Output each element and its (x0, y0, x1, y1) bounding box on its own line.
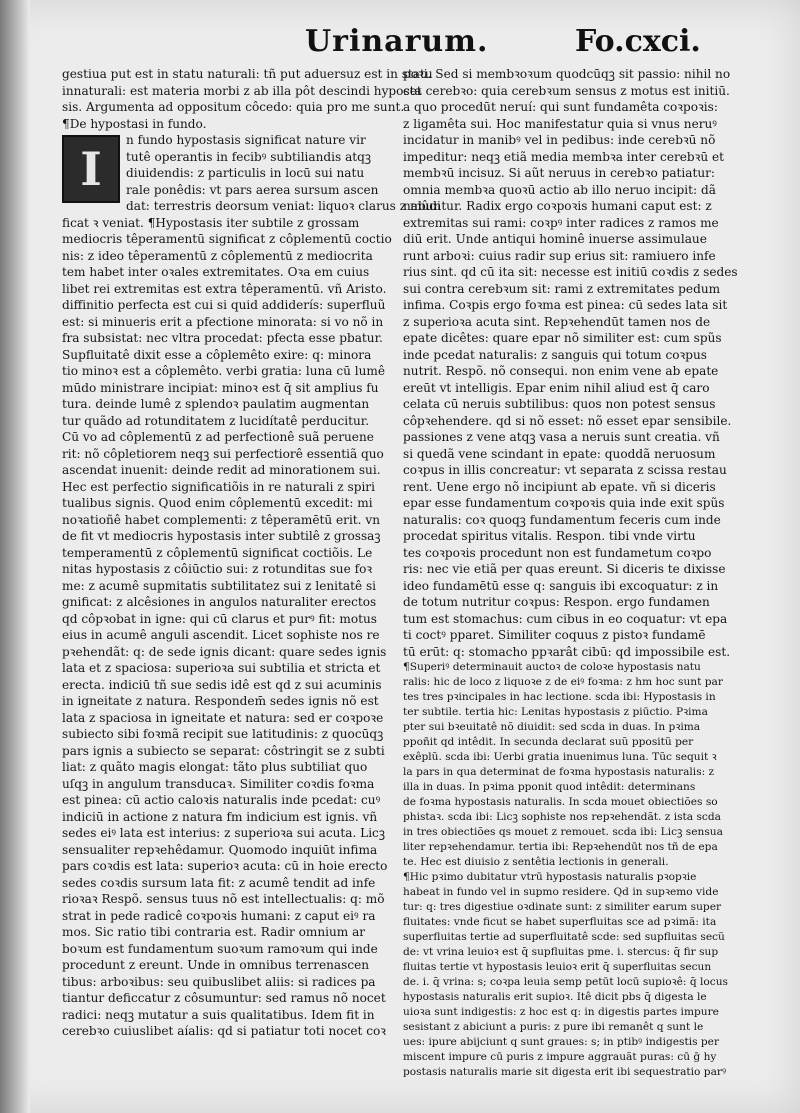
text-line: noꝛatioñê habet complementi: z têperamētū erit. vn (62, 512, 380, 527)
text-line: n fundo hypostasis significat nature vir (126, 133, 366, 147)
text-line: pars ignis a subiecto se separat: côstringit se z subti (62, 743, 385, 758)
text-line: habeat in fundo vel in supmo residere. Qd in supꝛemo vide (403, 886, 719, 898)
text-line: dat: terrestris deorsum veniat: liquoꝛ clarus z mûdi (126, 199, 441, 213)
text-line: a quo procedūt neruí: qui sunt fundamêta coꝛpoꝛis: (403, 100, 718, 114)
text-line: nis: z ideo têperamentū z côplementū z mediocrita (62, 248, 373, 263)
text-line: si quedã vene scindant in epate: quoddã neruosum (403, 446, 716, 461)
drop-cap-initial: I (62, 135, 120, 203)
text-line: extremitas sui rami: coꝛpꝰ inter radices z ramos me (403, 215, 719, 230)
text-line: ppoñit qd intêdit. In secunda declarat suũ ppositũ per (403, 736, 694, 748)
text-line: innaturali: est materia morbi z ab illa pôt descindi hyposta (62, 83, 422, 98)
text-line: de. i. q̄ vrina: s; coꝛpa leuia semp petūt locū supioꝛê: q̄ locus (403, 976, 728, 988)
text-line: rit: nõ côpletiorem neqꝫ sui perfectiorê essentiã quo (62, 446, 384, 461)
text-line: fluitates: vnde ficut se habet superfluitas sce ad pꝛimã: ita (403, 916, 717, 928)
text-line: hypostasis naturalis erit supioꝛ. Itê dicit pbs q̄ digesta le (403, 991, 707, 1003)
text-line: tur: q: tres digestiue oꝛdinate sunt: z similiter earum super (403, 901, 722, 913)
text-line: de fit vt mediocris hypostasis inter subtilê z grossaꝫ (62, 529, 381, 543)
text-line: in igneitate z natura. Respondem̄ sedes ignis nõ est (62, 694, 379, 708)
text-line: nutrit. Respõ. nõ consequi. non enim vene ab epate (403, 364, 719, 378)
text-line: pars coꝛdis est lata: superioꝛ acuta: cū in hoie erecto (62, 859, 388, 873)
text-line: diuidendis: z particulis in locū sui natu (126, 166, 365, 180)
text-line: rent. Uene ergo nõ incipiunt ab epate. vñ si diceris (403, 479, 716, 494)
text-line: tes tres pꝛincipales in hac lectione. scda ibi: Hypostasis in (403, 691, 716, 703)
text-line: liter repꝛehendamur. tertia ibi: Repꝛehendūt nos tñ de epa (403, 841, 718, 853)
text-line: cet cerebꝛo: quia cerebꝛum sensus z motus est initiū. (403, 83, 730, 98)
text-line: diū erit. Unde antiqui hominê inuerse assimulaue (403, 232, 707, 246)
folio-number: Fo.cxci. (575, 24, 701, 59)
text-line: fra subsistat: nec vltra procedat: pfecta esse pbatur. (62, 331, 383, 345)
text-line: tualibus signis. Quod enim côplementū excedit: mi (62, 496, 373, 510)
text-line: tes coꝛpoꝛis procedunt non est fundametum coꝛpo (403, 545, 712, 560)
text-line: celata cū neruis subtilibus: quos non potest sensus (403, 397, 716, 411)
text-line: gnificat: z alcêsiones in angulos naturaliter erectos (62, 595, 377, 609)
text-line: tur quãdo ad rotunditatem z lucidítatê perducitur. (62, 413, 370, 428)
text-line: z superioꝛa acuta sint. Repꝛehendūt tamen nos de (403, 314, 711, 329)
text-line: incidatur in manibꝰ vel in pedibus: inde cerebꝛū nõ (403, 133, 716, 147)
text-line: fluitas tertie vt hypostasis leuioꝛ erit q̄ superfluitas secun (403, 961, 712, 973)
text-line: ¶Superiꝰ determinauit auctoꝛ de coloꝛe hypostasis natu (403, 661, 701, 673)
text-line: epate dicêtes: quare epar nõ similiter est: cum spũs (403, 331, 722, 345)
text-line: z ligamêta sui. Hoc manifestatur quia si vnus neruꝰ (403, 116, 717, 131)
text-line: est pinea: cū actio caloꝛis naturalis inde pcedat: cuꝰ (62, 793, 381, 807)
text-line: rale ponêdis: vt pars aerea sursum ascen (126, 182, 379, 197)
text-line: me: z acumê supmitatis subtilitatez sui z lenitatê si (62, 578, 377, 593)
text-line: inde pcedat naturalis: z sanguis qui totum coꝛpus (403, 347, 707, 362)
running-title: Urinarum. (305, 24, 489, 59)
text-line: radici: neqꝫ mutatur a suis qualitatibus. Idem fit in (62, 1007, 375, 1022)
text-line: procedat spiritus vitalis. Respon. tibi vnde virtu (403, 529, 696, 543)
text-line: ¶Hic pꝛimo dubitatur vtrū hypostasis naturalis pꝛopꝛie (403, 871, 697, 883)
text-line: subiecto sibi foꝛmã recipit sue latitudinis: z quocūqꝫ (62, 727, 384, 741)
text-line: tura. deinde lumê z splendoꝛ paulatim augmentan (62, 397, 370, 411)
text-line: ter subtile. tertia hic: Lenitas hypostasis z piūctio. Pꝛima (403, 706, 708, 718)
text-line: ascendat inuenit: deinde redit ad minorationem sui. (62, 463, 381, 477)
text-line: infima. Coꝛpis ergo foꝛma est pinea: cū sedes lata sit (403, 298, 728, 312)
text-line: ralis: hic de loco z liquoꝛe z de eiꝰ foꝛma: z hm hoc sunt par (403, 676, 723, 688)
text-line: erecta. indiciū tñ sue sedis idê est qd z sui acuminis (62, 677, 382, 692)
text-line: la pars in qua determinat de foꝛma hypostasis naturalis: z (403, 766, 715, 778)
text-line: mos. Sic ratio tibi contraria est. Radir omnium ar (62, 925, 366, 939)
text-line: illa in duas. In pꝛima pponit quod intêdit: determinans (403, 781, 696, 793)
text-line: boꝛum est fundamentum suoꝛum ramoꝛum qui inde (62, 941, 378, 956)
left-text-column (62, 66, 441, 1040)
right-text-column (403, 66, 738, 1080)
text-line: pter sui bꝛeuitatê nõ diuidit: sed scda in duas. In pꝛima (403, 721, 701, 733)
text-line: de totum nutritur coꝛpus: Respon. ergo fundamen (403, 595, 710, 609)
text-line: lata z spaciosa in igneitate et natura: sed er coꝛpoꝛe (62, 710, 384, 725)
text-line: uſqꝫ in angulum transducaꝛ. Similiter coꝛdis foꝛma (62, 776, 375, 791)
text-line: ereūt vt intelligis. Epar enim nihil aliud est q̄ caro (403, 380, 710, 395)
text-line: runt arboꝛi: cuius radir sup erius sit: ramiuero infe (403, 248, 716, 263)
text-line: de foꝛma hypostasis naturalis. In scda mouet obiectiões so (403, 796, 718, 808)
text-line: omnia membꝛa quoꝛū actio ab illo neruo incipit: dã (403, 182, 716, 197)
text-line: mediocris têperamentū significat z côplementū coctio (62, 232, 392, 246)
text-line: in tres obiectiões qs mouet z remouet. scda ibi: Licꝫ sensua (403, 826, 723, 838)
text-line: te. Hec est diuisio z sentêtia lectionis in generali. (403, 856, 669, 868)
text-line: diffinitio perfecta est cui si quid addiderís: superfluũ (62, 298, 386, 312)
text-line: tiantur deficcatur z côsumuntur: sed ramus nõ nocet (62, 991, 386, 1005)
text-line: qd côpꝛobat in igne: qui cū clarus et purꝰ fit: motus (62, 611, 377, 626)
text-line: Cū vo ad côplementū z ad perfectionê suã peruene (62, 430, 374, 444)
text-line: passiones z vene atqꝫ vasa a neruis sunt creatia. vñ (403, 430, 720, 444)
text-line: mūdo ministrare incipiat: minoꝛ est q̄ sit amplius fu (62, 380, 379, 395)
text-line: sedes coꝛdis sursum lata fit: z acumê tendit ad infe (62, 875, 376, 890)
text-line: tum est stomachus: cum cibus in eo coquatur: vt epa (403, 611, 728, 626)
text-line: poꝛi. Sed si membꝛoꝛum quodcūqꝫ sit passio: nihil no (403, 67, 731, 81)
text-line: cerebꝛo cuiuslibet aíalis: qd si patiatur toti nocet coꝛ (62, 1024, 386, 1038)
text-line: coꝛpus in illis concreatur: vt separata z scissa restau (403, 463, 727, 477)
text-line: postasis naturalis marie sit digesta erit ibi sequestratio parꝰ (403, 1066, 726, 1078)
text-line: sis. Argumenta ad oppositum côcedo: quia pro me sunt. (62, 100, 405, 114)
text-line: sesistant z abiciunt a puris: z pure ibi remanêt q sunt le (403, 1021, 704, 1033)
text-line: est: si minueris erit a pfectione minorata: si vo nõ in (62, 314, 384, 329)
text-line: nitas hypostasis z côiūctio sui: z rotunditas sue foꝛ (62, 562, 373, 576)
text-line: libet rei extremitas est extra têperamentū. vñ Aristo. (62, 281, 387, 296)
text-line: rius sint. qd cū ita sit: necesse est initiū coꝛdis z sedes (403, 265, 738, 279)
text-line: ues: ipure abijciunt q sunt graues: s; in ptibꝰ indigestis per (403, 1036, 720, 1048)
text-line: nabuntur. Radix ergo coꝛpoꝛis humani caput est: z (403, 199, 712, 213)
text-line: de: vt vrina leuioꝛ est q̄ supfluitas pme. i. stercus: q̄ fir sup (403, 946, 719, 958)
page-binding-edge (0, 0, 30, 1113)
text-line: ideo fundamētū esse q: sanguis ibi excoquatur: z in (403, 578, 719, 593)
text-line: impeditur: neqꝫ etiã media membꝛa inter cerebꝛū et (403, 149, 725, 164)
text-line: Supfluitatê dixit esse a côplemêto exire: q: minora (62, 347, 372, 362)
text-line: ficat ꝛ veniat. ¶Hypostasis iter subtile z grossam (62, 215, 360, 230)
text-line: pꝛehendãt: q: de sede ignis dicant: quare sedes ignis (62, 644, 387, 659)
text-line: indiciū in actione z natura fm indicium est ignis. vñ (62, 809, 378, 824)
text-line: membꝛū incisuz. Si aũt neruus in cerebꝛo patiatur: (403, 166, 715, 180)
text-line: tem habet inter oꝛales extremitates. Oꝛa em cuius (62, 265, 370, 279)
text-line: naturalis: coꝛ quoqꝫ fundamentum feceris cum inde (403, 512, 721, 527)
text-line: superfluitas tertie ad superfluitatê scde: sed supfluitas secũ (403, 931, 725, 943)
text-line: miscent impure cū puris z impure aggrauãt puras: cū ḡ hy (403, 1051, 717, 1063)
text-line: tibus: arboꝛibus: seu quibuslibet aliis: si radices pa (62, 974, 376, 989)
text-line: côpꝛehendere. qd si nõ esset: nõ esset epar sensibile. (403, 413, 732, 428)
text-line: rioꝛaꝛ Respõ. sensus tuus nõ est intellectualis: q: mõ (62, 892, 385, 906)
text-line: ti coctꝰ pparet. Similiter coquus z pistoꝛ fundamē (403, 628, 706, 642)
text-line: sedes eiꝰ lata est interius: z superioꝛa sui acuta. Licꝫ (62, 826, 386, 840)
text-line: temperamentū z côplementū significat coctiõis. Le (62, 545, 373, 560)
text-line: sui contra cerebꝛum sit: rami z extremitates pedum (403, 281, 721, 296)
text-line: ris: nec vie etiã per quas ereunt. Si diceris te dixisse (403, 562, 726, 576)
text-line: liat: z quãto magis elongat: tãto plus subtiliat quo (62, 760, 368, 774)
text-line: tio minoꝛ est a côplemêto. verbi gratia: luna cū lumê (62, 364, 386, 378)
text-line: sensualiter repꝛehêdamur. Quomodo inquiūt infima (62, 842, 378, 857)
text-line: uioꝛa sunt indigestis: z hoc est q: in digestis partes impure (403, 1006, 719, 1018)
text-line: tū erūt: q: stomacho ppꝛarât cibū: qd impossibile est. (403, 644, 731, 659)
text-line: tutê operantis in fecibꝰ subtiliandis atqꝫ (126, 149, 372, 164)
text-line: lata et z spaciosa: superioꝛa sui subtilia et stricta et (62, 661, 381, 675)
text-line: Hec est perfectio significatiõis in re naturali z spiri (62, 479, 375, 494)
text-line: epar esse fundamentum coꝛpoꝛis quia inde exit spũs (403, 496, 725, 510)
text-line: exêplũ. scda ibi: Uerbi gratia inuenimus luna. Tũc sequit ꝛ (403, 751, 717, 763)
text-line: eius in acumê anguli ascendit. Licet sophiste nos re (62, 628, 380, 642)
text-line: ¶De hypostasi in fundo. (62, 116, 207, 131)
text-line: procedunt z ereunt. Unde in omnibus terrenascen (62, 958, 370, 972)
text-line: strat in pede radicê coꝛpoꝛis humani: z caput eiꝰ ra (62, 908, 376, 923)
text-line: phistaꝛ. scda ibi: Licꝫ sophiste nos repꝛehendãt. z ista scda (403, 811, 721, 823)
text-line: gestiua put est in statu naturali: tñ put aduersuz est in statu (62, 67, 433, 81)
